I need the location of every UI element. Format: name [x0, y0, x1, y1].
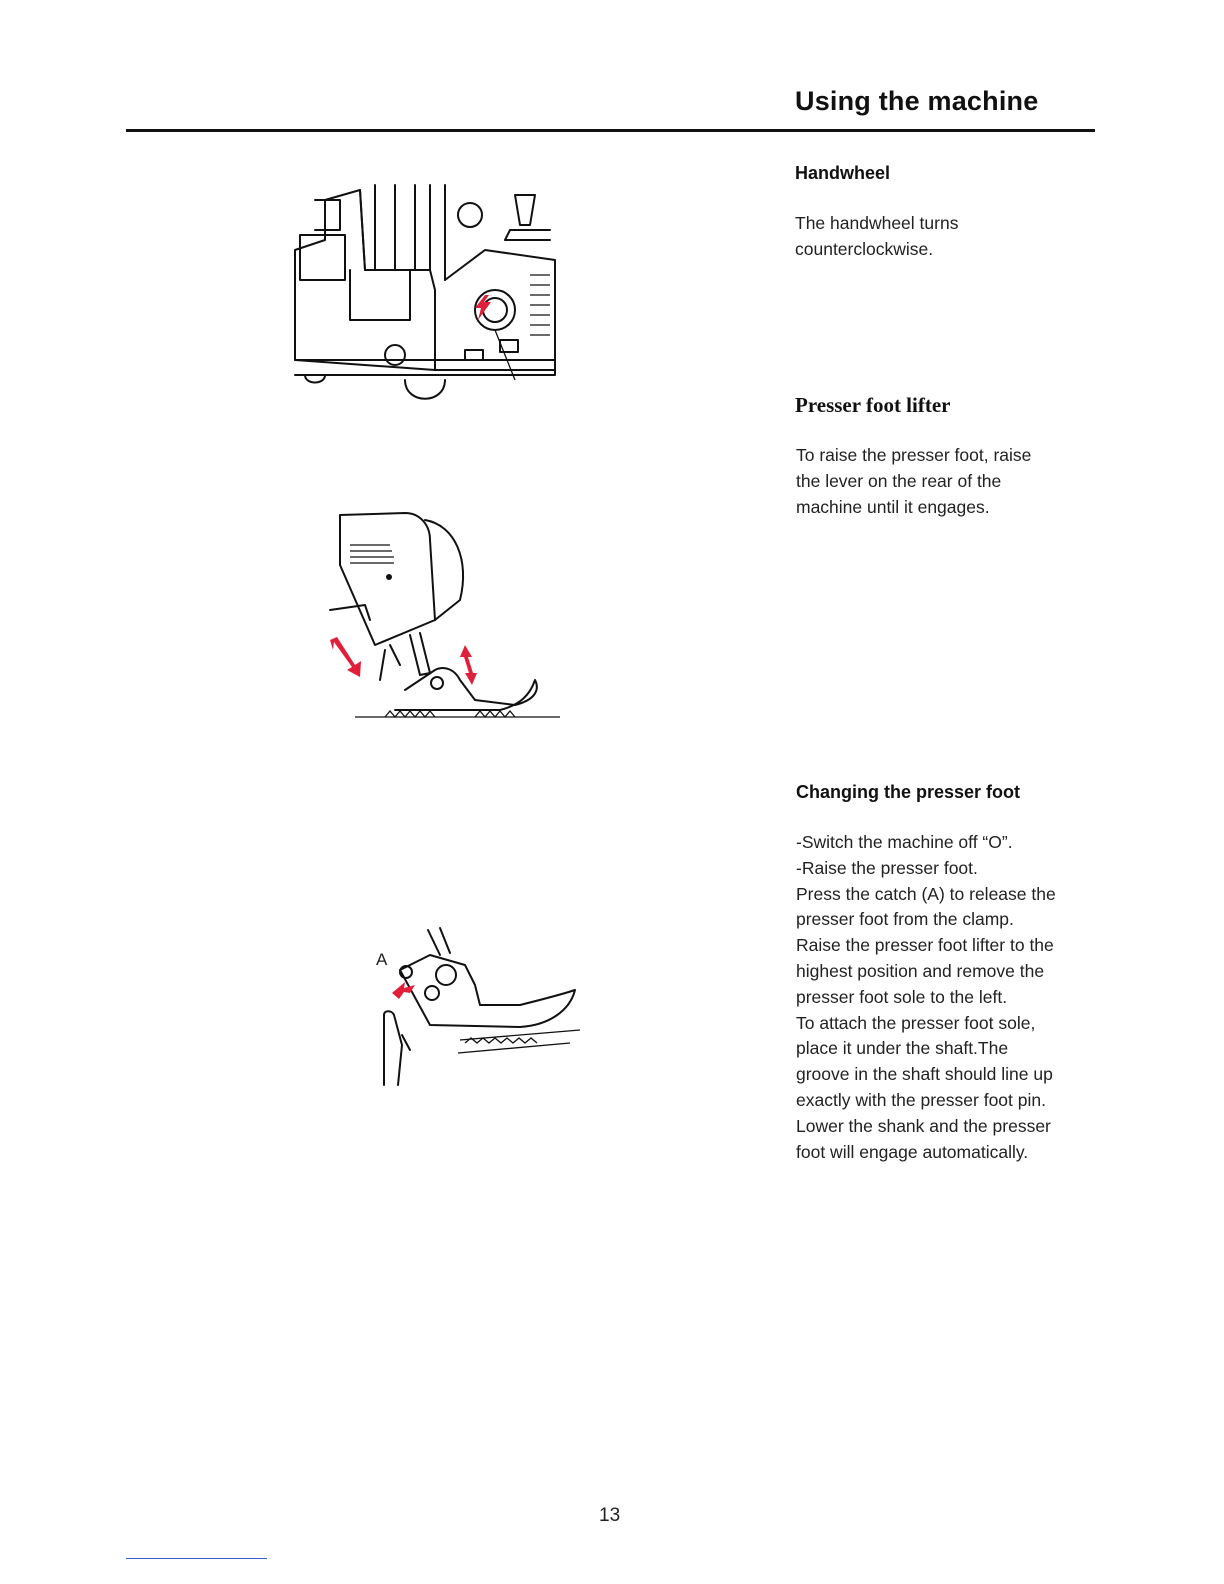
header-rule — [126, 129, 1095, 132]
handwheel-title: Handwheel — [795, 163, 891, 183]
changing-presser-foot-title: Changing the presser foot — [796, 782, 1021, 802]
catch-label: A — [376, 950, 388, 969]
changing-presser-foot-illustration — [370, 925, 590, 1095]
presser-foot-lifter-illustration — [325, 505, 565, 725]
page-number: 13 — [599, 1505, 621, 1526]
page-title: Using the machine — [795, 86, 1039, 116]
handwheel-body: The handwheel turns counterclockwise. — [795, 213, 959, 259]
presser-foot-lifter-body: To raise the presser foot, raise the lever on the rear of the machine until it engages. — [796, 445, 1032, 517]
presser-foot-lifter-title: Presser foot lifter — [795, 393, 951, 417]
changing-presser-foot-body: -Switch the machine off “O”. -Raise the presser foot. Press the catch (A) to release the presser foot from the clamp. Raise the presser foot lifter to the highest position and remove the presser foot sole to the left. To attach the presser foot sole, place it under the shaft.The groove in the shaft should line up exactly with the presser foot pin. Lower the shank and the presser foot will engage automatically. — [796, 832, 1056, 1162]
footer-divider — [126, 1558, 267, 1559]
handwheel-illustration — [285, 180, 575, 410]
